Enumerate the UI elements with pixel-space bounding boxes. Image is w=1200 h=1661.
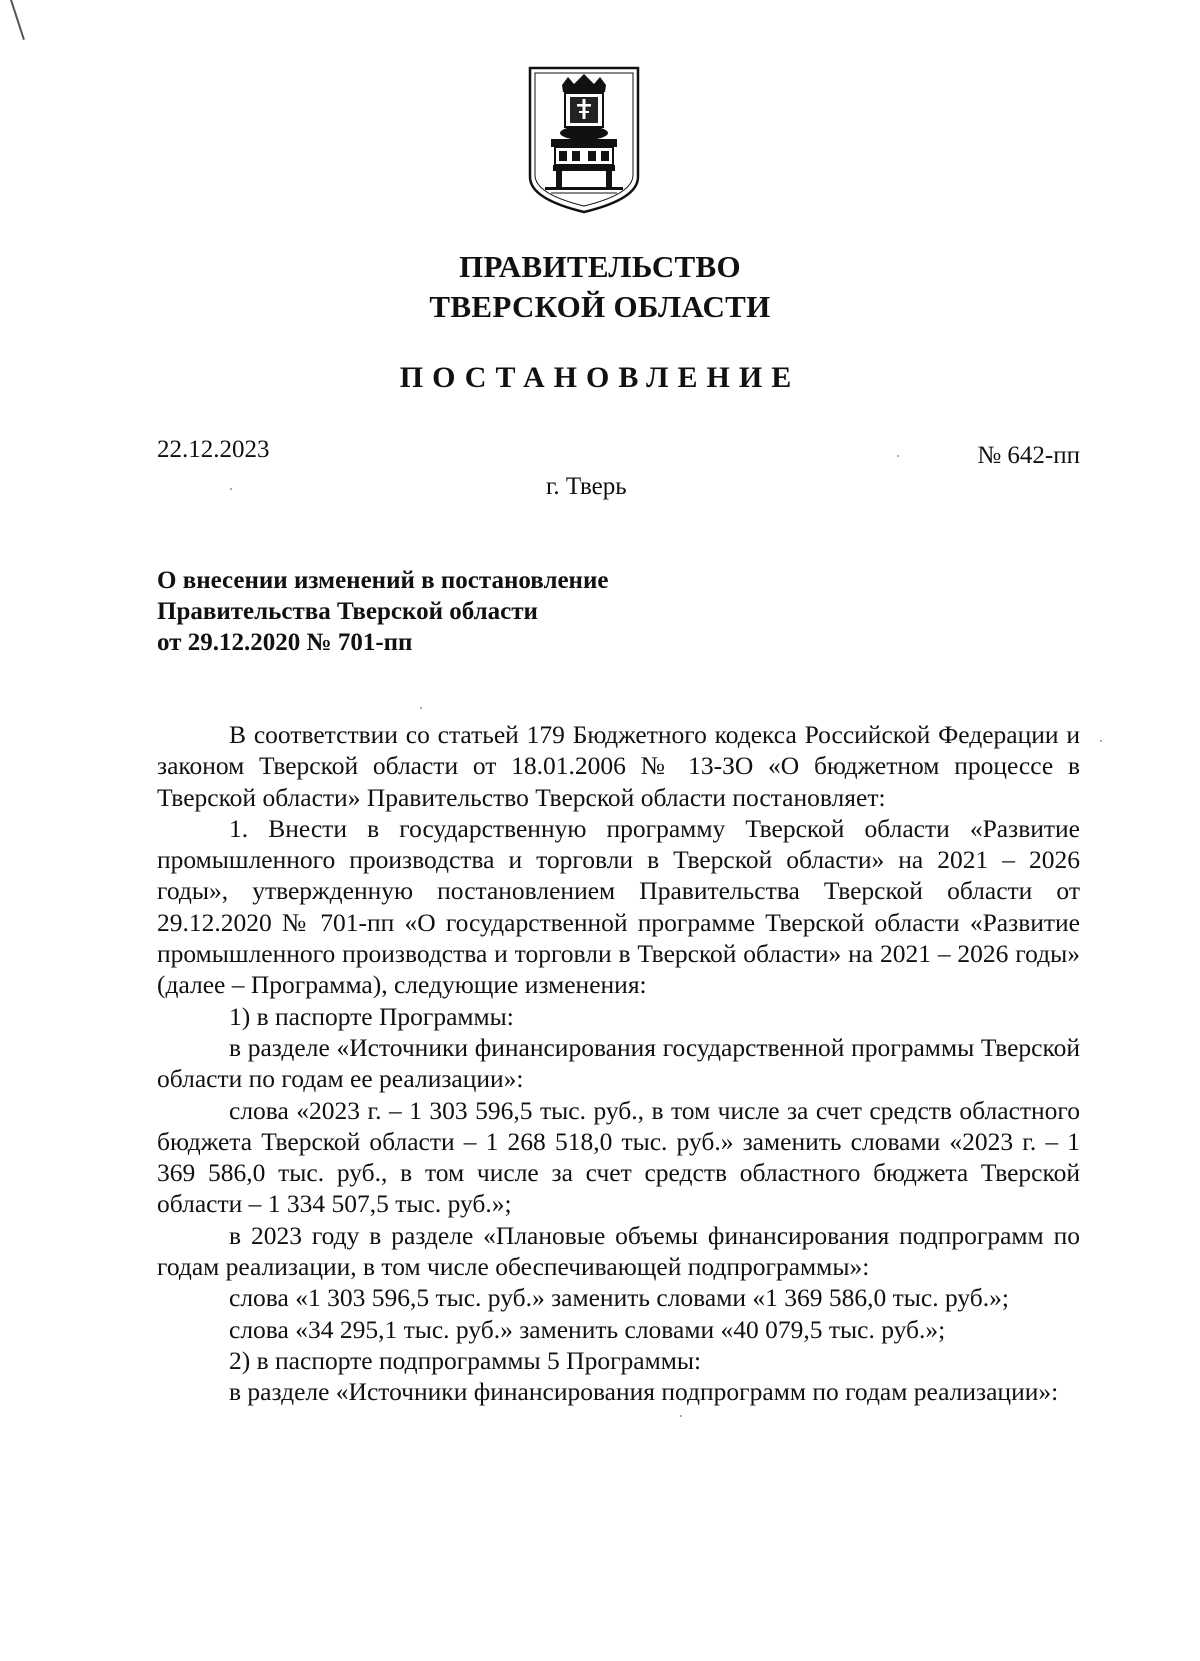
body-paragraph-section-subprogram: в разделе «Источники финансирования подпрограмм по годам реализации»: bbox=[229, 1377, 1059, 1407]
body-paragraph-section-planned: в 2023 году в разделе «Плановые объемы финансирования подпрограмм по годам реализации, в том числе обеспечивающей подпрограммы»: bbox=[157, 1220, 1080, 1282]
body-paragraph-section-sources: в разделе «Источники финансирования государственной программы Тверской области по годам ее реализации»: bbox=[157, 1032, 1080, 1094]
body-paragraph-subitem-2: 2) в паспорте подпрограммы 5 Программы: bbox=[229, 1345, 702, 1375]
government-title bbox=[0, 247, 1200, 327]
body-paragraph-replacement-1: слова «2023 г. – 1 303 596,5 тыс. руб., в том числе за счет средств областного бюджета Тверской области – 1 268 518,0 тыс. руб.» заменить словами «2023 г. – 1 369 586,0 тыс. руб., в том числе за счет средств областного бюджета Тверской области – 1 334 507,5 тыс. руб.»; bbox=[157, 1095, 1080, 1219]
subject-line3: от 29.12.2020 № 701-пп bbox=[157, 629, 413, 656]
scan-speck bbox=[680, 1415, 682, 1417]
subject-line1: О внесении изменений в постановление bbox=[157, 567, 609, 594]
coat-of-arms-emblem bbox=[527, 65, 641, 215]
government-title-line1: ПРАВИТЕЛЬСТВО bbox=[459, 249, 741, 284]
scan-speck bbox=[420, 707, 422, 709]
document-subject bbox=[157, 565, 857, 658]
scan-artifact-line bbox=[10, 0, 25, 40]
subject-line2: Правительства Тверской области bbox=[157, 598, 538, 625]
body-paragraph-preamble: В соответствии со статьей 179 Бюджетного кодекса Российской Федерации и законом Тверской области от 18.01.2006 № 13-ЗО «О бюджетном процессе в Тверской области» Правительство Тверской области постановляет: bbox=[157, 720, 1080, 812]
body-paragraph-replacement-2: слова «1 303 596,5 тыс. руб.» заменить словами «1 369 586,0 тыс. руб.»; bbox=[229, 1283, 1009, 1313]
document-number: № 642-пп bbox=[977, 442, 1080, 469]
document-date: 22.12.2023 bbox=[157, 436, 270, 463]
body-paragraph-replacement-3: слова «34 295,1 тыс. руб.» заменить словами «40 079,5 тыс. руб.»; bbox=[229, 1314, 946, 1344]
scan-speck bbox=[230, 488, 232, 490]
scan-speck bbox=[897, 455, 899, 457]
scan-speck bbox=[1100, 740, 1102, 742]
body-paragraph-item-1: 1. Внести в государственную программу Тверской области «Развитие промышленного производства и торговли в Тверской области» на 2021 – 2026 годы», утвержденную постановлением Правительства Тверской области от 29.12.2020 № 701-пп «О государственной программе Тверской области «Развитие промышленного производства и торговли в Тверской области» на 2021 – 2026 годы» (далее – Программа), следующие изменения: bbox=[157, 813, 1080, 1000]
body-paragraph-subitem-1: 1) в паспорте Программы: bbox=[229, 1001, 514, 1031]
government-title-line2: ТВЕРСКОЙ ОБЛАСТИ bbox=[429, 289, 771, 324]
document-body bbox=[157, 719, 1080, 1408]
document-type-title: ПОСТАНОВЛЕНИЕ bbox=[399, 361, 801, 394]
document-city: г. Тверь bbox=[546, 473, 627, 500]
